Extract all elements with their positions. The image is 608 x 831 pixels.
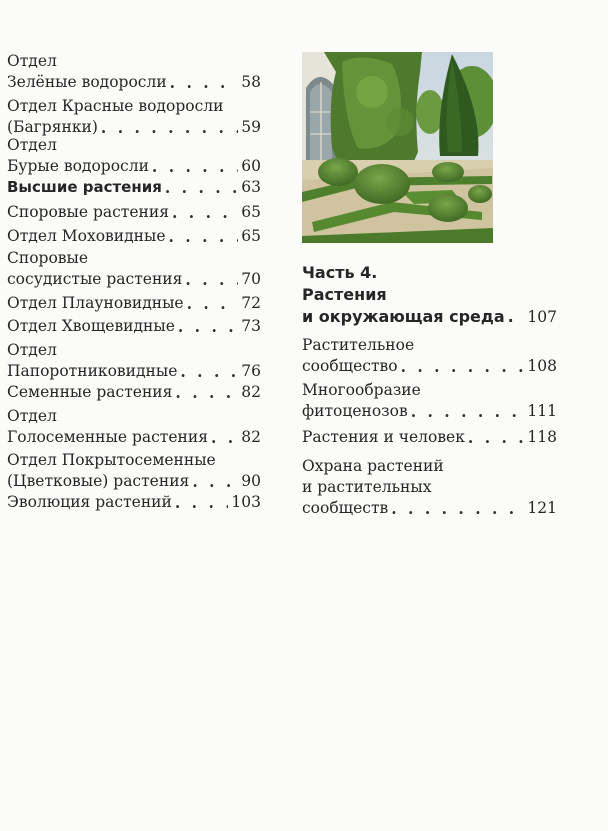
toc-entry-line: (Багрянки) — [7, 118, 98, 136]
page-number: 111 — [527, 402, 557, 420]
toc-entry-line: Отдел Плауновидные — [7, 294, 184, 312]
dot-leader — [152, 156, 238, 177]
toc-entry[interactable] — [7, 226, 261, 247]
toc-entry-line: Споровые — [7, 249, 89, 267]
toc-entry-line: Отдел Красные водоросли — [7, 97, 224, 115]
garden-photo — [302, 52, 493, 243]
toc-entry-line: Многообразие — [302, 381, 421, 399]
page-number: 76 — [241, 362, 261, 380]
page-number: 65 — [241, 227, 261, 245]
toc-entry[interactable] — [7, 96, 261, 138]
toc-entry[interactable] — [302, 380, 557, 422]
page-number: 118 — [527, 428, 557, 446]
toc-entry[interactable] — [302, 335, 557, 377]
toc-entry[interactable] — [7, 51, 261, 93]
toc-entry[interactable] — [7, 450, 261, 492]
page-number: 63 — [241, 178, 261, 196]
toc-entry[interactable] — [7, 177, 261, 198]
part-title-line: Растения — [302, 285, 387, 304]
toc-entry[interactable] — [7, 492, 261, 513]
page-number: 103 — [231, 493, 261, 511]
toc-entry[interactable] — [7, 340, 261, 382]
toc-entry-line: Охрана растений — [302, 457, 444, 475]
toc-entry-line: Отдел — [7, 341, 57, 359]
toc-entry[interactable] — [7, 135, 261, 177]
dot-leader — [401, 356, 525, 377]
toc-entry-line: Эволюция растений — [7, 493, 172, 511]
toc-entry[interactable] — [302, 456, 557, 519]
toc-section-title: Высшие растения — [7, 178, 162, 196]
toc-entry[interactable] — [7, 406, 261, 448]
toc-entry-line: Семенные растения — [7, 383, 173, 401]
toc-entry-line: Споровые растения — [7, 203, 169, 221]
toc-entry-line: Отдел Хвощевидные — [7, 317, 175, 335]
page-number: 82 — [241, 428, 261, 446]
part-number: Часть 4. — [302, 263, 378, 282]
dot-leader — [211, 427, 238, 448]
toc-entry[interactable] — [7, 248, 261, 290]
dot-leader — [187, 293, 239, 314]
page-number: 108 — [527, 357, 557, 375]
dot-leader — [508, 306, 525, 328]
page-number: 90 — [241, 472, 261, 490]
dot-leader — [175, 492, 229, 513]
toc-entry-line: сообществ — [302, 499, 389, 517]
toc-entry-line: Отдел Моховидные — [7, 227, 166, 245]
page-number: 58 — [241, 73, 261, 91]
dot-leader — [175, 382, 238, 403]
toc-entry-line: Отдел — [7, 407, 57, 425]
dot-leader — [172, 202, 238, 223]
dot-leader — [411, 401, 525, 422]
toc-entry-line: Растения и человек — [302, 428, 465, 446]
toc-entry-line: и растительных — [302, 478, 432, 496]
toc-entry-line: сосудистые растения — [7, 270, 183, 288]
page-number: 121 — [527, 499, 557, 517]
toc-entry-line: фитоценозов — [302, 402, 408, 420]
toc-entry[interactable] — [7, 316, 261, 337]
toc-entry-line: сообщество — [302, 357, 398, 375]
dot-leader — [180, 361, 238, 382]
page-number: 60 — [241, 157, 261, 175]
toc-entry-line: Бурые водоросли — [7, 157, 149, 175]
dot-leader — [178, 316, 238, 337]
toc-entry-line: Зелёные водоросли — [7, 73, 167, 91]
page-number: 82 — [241, 383, 261, 401]
dot-leader — [170, 72, 239, 93]
part-title-line: и окружающая среда — [302, 307, 505, 326]
toc-entry-line: Голосеменные растения — [7, 428, 208, 446]
toc-entry[interactable] — [7, 293, 261, 314]
dot-leader — [468, 427, 524, 448]
toc-entry-line: Отдел — [7, 52, 57, 70]
garden-photo-image — [302, 52, 493, 243]
page-number: 73 — [241, 317, 261, 335]
dot-leader — [391, 498, 524, 519]
toc-entry-line: Папоротниковидные — [7, 362, 178, 380]
page-number: 107 — [527, 308, 557, 326]
dot-leader — [192, 471, 238, 492]
page-number: 70 — [241, 270, 261, 288]
toc-entry-line: Отдел Покрытосеменные — [7, 451, 216, 469]
toc-entry-line: Отдел — [7, 136, 57, 154]
page-number: 65 — [241, 203, 261, 221]
toc-entry[interactable] — [302, 427, 557, 448]
toc-entry-line: Растительное — [302, 336, 415, 354]
toc-entry[interactable] — [7, 202, 261, 223]
dot-leader — [165, 177, 238, 198]
toc-entry-line: (Цветковые) растения — [7, 472, 190, 490]
dot-leader — [185, 269, 238, 290]
page-number: 59 — [241, 118, 261, 136]
page-number: 72 — [241, 294, 261, 312]
part-4-heading[interactable] — [302, 262, 557, 328]
dot-leader — [169, 226, 239, 247]
toc-entry[interactable] — [7, 382, 261, 403]
